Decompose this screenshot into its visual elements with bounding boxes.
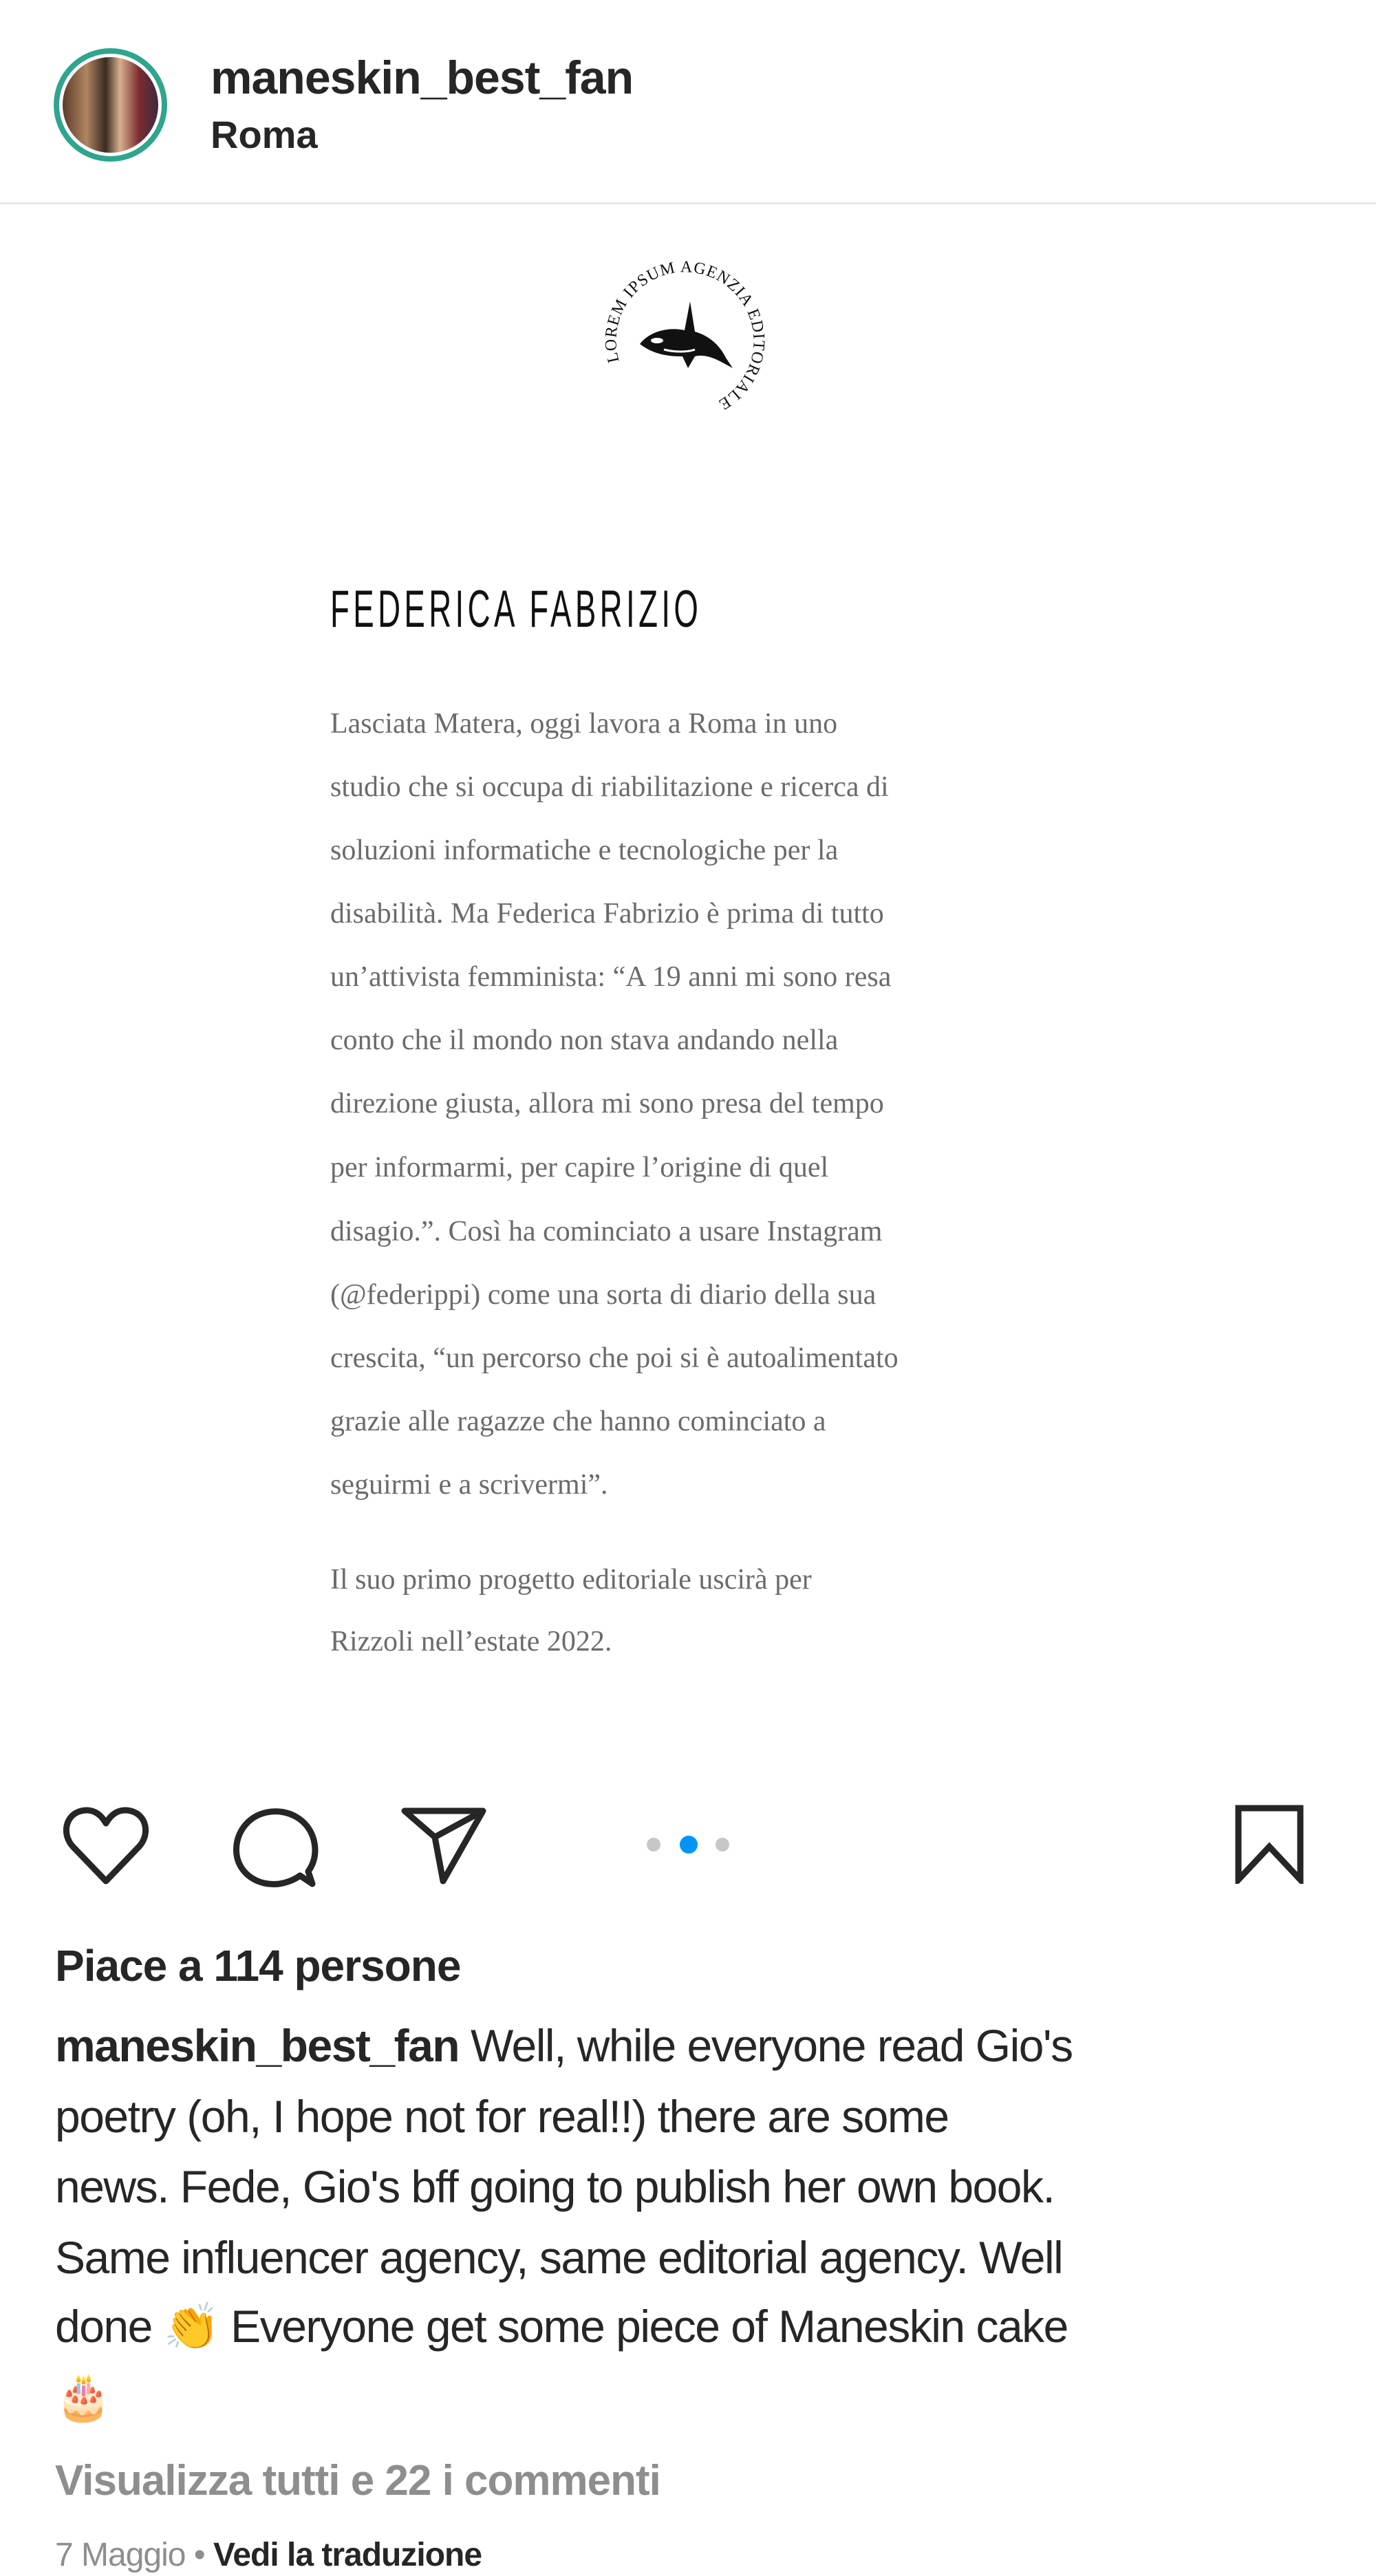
article-line: un’attivista femminista: “A 19 anni mi sono resa	[330, 961, 892, 993]
bookmark-icon[interactable]	[1233, 1804, 1306, 1884]
article-line: soluzioni informatiche e tecnologiche per la	[330, 835, 839, 866]
header-divider	[0, 202, 1376, 204]
article-line: per informarmi, per capire l’origine di quel	[330, 1152, 829, 1183]
caption-line: 🎂	[55, 2371, 111, 2422]
logo-text: LOREM IPSUM AGENZIA EDITORIALE	[602, 258, 768, 414]
carousel-dot	[716, 1838, 729, 1852]
article-line: Il suo primo progetto editoriale uscirà per	[330, 1564, 812, 1596]
see-translation-link[interactable]: Vedi la traduzione	[213, 2537, 482, 2573]
article-line: conto che il mondo non stava andando nella	[330, 1024, 839, 1056]
heart-icon[interactable]	[61, 1804, 151, 1887]
caption-line: done 👏 Everyone get some piece of Maneskin cake	[55, 2301, 1068, 2352]
article-line: disabilità. Ma Federica Fabrizio è prima di tutto	[330, 898, 884, 930]
view-all-comments-link[interactable]: Visualizza tutti e 22 i commenti	[55, 2457, 660, 2504]
share-icon[interactable]	[400, 1805, 487, 1885]
article-line: studio che si occupa di riabilitazione e ricerca di	[330, 771, 889, 803]
post-location[interactable]: Roma	[211, 113, 318, 156]
avatar[interactable]	[54, 48, 167, 162]
agency-logo	[592, 241, 784, 423]
article-line: Lasciata Matera, oggi lavora a Roma in uno	[330, 708, 838, 740]
post-meta	[55, 2536, 482, 2574]
caption-username[interactable]: maneskin_best_fan	[55, 2020, 460, 2071]
article-line: (@federippi) come una sorta di diario della sua	[330, 1279, 877, 1311]
article-line: disagio.”. Così ha cominciato a usare Instagram	[330, 1216, 883, 1247]
article-line: grazie alle ragazze che hanno cominciato a	[330, 1406, 826, 1437]
likes-count[interactable]: Piace a 114 persone	[55, 1941, 461, 1990]
article-heading: FEDERICA FABRIZIO	[330, 580, 702, 638]
caption-line: news. Fede, Gio's bff going to publish her own book.	[55, 2161, 1055, 2212]
meta-separator: •	[185, 2537, 213, 2573]
carousel-dot-active	[680, 1836, 698, 1854]
article-line: crescita, “un percorso che poi si è autoalimentato	[330, 1342, 899, 1374]
carousel-dot	[647, 1838, 660, 1852]
caption-line	[55, 2020, 1073, 2071]
avatar-photo	[59, 54, 162, 156]
caption-text: Well, while everyone read Gio's	[459, 2020, 1073, 2071]
orca-icon	[640, 301, 733, 368]
post-date: 7 Maggio	[55, 2537, 186, 2573]
caption-line: poetry (oh, I hope not for real!!) there are some	[55, 2091, 949, 2142]
article-line: direzione giusta, allora mi sono presa del tempo	[330, 1088, 884, 1119]
comment-icon[interactable]	[230, 1804, 319, 1889]
caption-line: Same influencer agency, same editorial agency. Well	[55, 2232, 1063, 2283]
post-username[interactable]: maneskin_best_fan	[211, 52, 634, 104]
article-line: seguirmi e a scrivermi”.	[330, 1469, 608, 1501]
article-line: Rizzoli nell’estate 2022.	[330, 1626, 612, 1657]
